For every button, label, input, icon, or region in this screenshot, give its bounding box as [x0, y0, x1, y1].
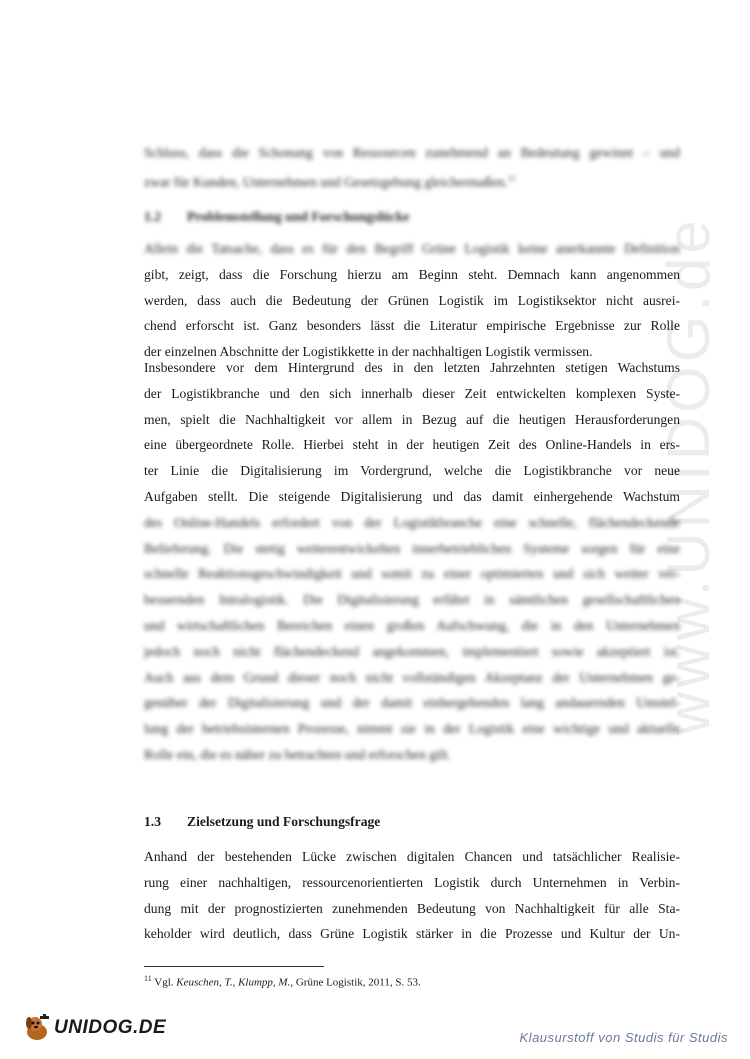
text-line: men, spielt die Nachhaltigkeit vor allem in Bezug auf die heutigen Herausforderungen — [144, 411, 680, 427]
paragraph-1-3 — [144, 844, 680, 947]
text-line: Schluss, dass die Schonung von Ressourcen zunehmend an Bedeutung gewinnt – und — [144, 145, 680, 160]
section-heading-1-3 — [144, 814, 380, 830]
text-line: Insbesondere vor dem Hintergrund des in den letzten Jahrzehnten stetigen Wachstums — [144, 360, 680, 375]
text-line: des Online-Handels erfordert von der Logistikbranche eine schnelle, flächendeckende — [144, 514, 680, 530]
text-line: werden, dass auch die Bedeutung der Grünen Logistik im Logistiksektor nicht ausrei- — [144, 292, 680, 308]
footnote-prefix: Vgl. — [154, 976, 177, 989]
footnote-rest: , Grüne Logistik, 2011, S. 53. — [290, 976, 421, 989]
watermark: www.UNIDOG.de — [655, 216, 722, 735]
text-line: der Logistikbranche und den sich innerhalb dieser Zeit entwickelten komplexen Syste- — [144, 385, 680, 401]
paragraph-top — [144, 140, 680, 195]
text-line: Auch aus dem Grund dieser noch nicht vollständigen Akzeptanz der Unternehmen ge- — [144, 669, 680, 685]
section-heading-1-2 — [144, 209, 410, 225]
text-line: dung mit der prognostizierten zunehmenden Bedeutung von Nachhaltigkeit für alle Sta- — [144, 900, 680, 916]
section-number: 1.3 — [144, 814, 161, 829]
text-line: zwar für Kunden, Unternehmen und Gesetzgebung gleichermaßen.$^{11}$ — [144, 173, 516, 190]
footnote-number: 11 — [144, 974, 152, 983]
text-line: chend erforscht ist. Ganz besonders lässt die Literatur empirische Ergebnisse zur Rolle — [144, 318, 680, 334]
text-line: bessernden Intralogistik. Die Digitalisierung erfährt in sämtlichen gesellschaftlichen — [144, 592, 680, 608]
footnote-divider — [144, 966, 324, 967]
text-line: der einzelnen Abschnitte der Logistikkette in der nachhaltigen Logistik vermissen. — [144, 344, 593, 360]
text-line: keholder wird deutlich, dass Grüne Logistik stärker in die Prozesse und Kultur der Un- — [144, 926, 680, 942]
text-line: Belieferung. Die stetig weiterentwickelten innerbetrieblichen Systeme sorgen für eine — [144, 540, 680, 556]
paragraph-1-2b — [144, 355, 680, 768]
text-line: Rolle ein, die es näher zu betrachten und erforschen gilt. — [144, 746, 451, 762]
footnote-ref: 11 — [507, 173, 516, 183]
section-title: Zielsetzung und Forschungsfrage — [187, 814, 381, 829]
unidog-logo[interactable] — [22, 1014, 166, 1042]
section-title: Problemstellung und Forschungslücke — [187, 209, 410, 224]
text-line: lung der betriebsinternen Prozesse, nimmt sie in der Logistik eine wichtige und aktuelle — [144, 721, 680, 737]
text-line: schnelle Reaktionsgeschwindigkeit und somit zu einer optimierten und sich weiter ver- — [144, 566, 680, 582]
logo-text: UNIDOG.DE — [54, 1017, 167, 1038]
text-line: gibt, zeigt, dass die Forschung hierzu am Beginn steht. Demnach kann angenommen — [144, 266, 680, 282]
text-line: und wirtschaftlichen Bereichen einen großen Aufschwung, die in den Unternehmen — [144, 617, 680, 633]
text-line: Aufgaben stellt. Die steigende Digitalisierung und das damit einhergehende Wachstum — [144, 488, 680, 504]
dog-mascot-icon — [22, 1014, 52, 1042]
text-line: rung einer nachhaltigen, ressourcenorientierten Logistik durch Unternehmen in Verbin- — [144, 874, 680, 890]
text-line: Anhand der bestehenden Lücke zwischen digitalen Chancen und tatsächlicher Realisie- — [144, 849, 680, 864]
text-line: genüber der Digitalisierung und der damit einhergehenden lang andauernden Umstel- — [144, 695, 680, 711]
tagline: Klausurstoff von Studis für Studis — [519, 1030, 728, 1045]
footnote-authors: Keuschen, T., Klumpp, M. — [176, 976, 291, 989]
paragraph-1-2a — [144, 236, 680, 365]
footnote — [144, 974, 421, 989]
text-line: jedoch noch nicht flächendeckend angekommen, implementiert sowie akzeptiert ist. — [144, 643, 680, 659]
text-line: Allein die Tatsache, dass es für den Begriff Grüne Logistik keine anerkannte Definition — [144, 241, 680, 256]
text-line: eine übergeordnete Rolle. Hierbei steht in der heutigen Zeit des Online-Handels in ers- — [144, 437, 680, 453]
section-number: 1.2 — [144, 209, 161, 224]
text-line: ter Linie die Digitalisierung im Vordergrund, welche die Logistikbranche vor neue — [144, 463, 680, 479]
